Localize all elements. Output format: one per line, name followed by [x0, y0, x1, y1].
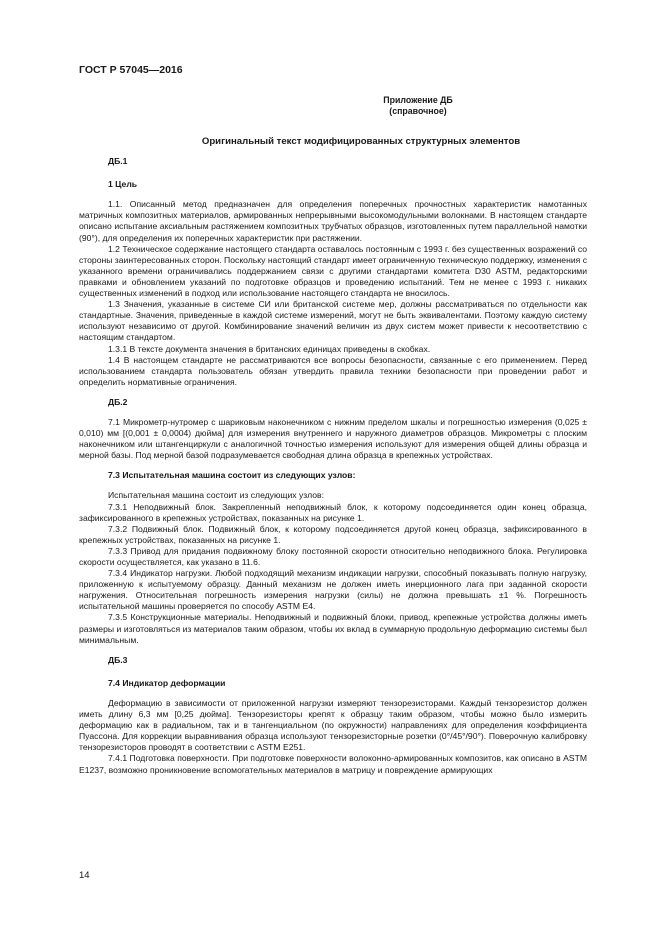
section-db1: ДБ.1 — [108, 156, 128, 167]
appendix-title: Приложение ДБ — [383, 95, 453, 105]
document-code: ГОСТ Р 57045—2016 — [79, 64, 183, 76]
page-number: 14 — [79, 870, 90, 881]
paragraph-7-1: 7.1 Микрометр-нутромер с шариковым наконечником с нижним пределом шкалы и погрешностью измерения (0,025 ± 0,010) мм [(0,001 ± 0,0004) дюйма] для измерения внутреннего и наружного диаметров образцов. Микрометры с плоским наконечником или штангенциркули с аналогичной точностью измерения используют для измерения общей длины образца и мерной базы. Под мерной базой подразумевается свободная длина образца в крепежных устройствах. — [79, 416, 587, 461]
paragraph-7-3-1: 7.3.1 Неподвижный блок. Закрепленный неподвижный блок, к которому подсоединяется один конец образца, зафиксированного в крепежных устройствах, показанных на рисунке 1. — [79, 501, 587, 523]
paragraph-7-4: Деформацию в зависимости от приложенной нагрузки измеряют тензорезисторами. Каждый тензорезистор должен иметь длину 6,3 мм [0,25 дюйма]. Тензорезисторы крепят к образцу таким образом, чтобы можно было измерить деформацию как в радиальном, так и в тангенциальном (по окружности) направлениях для определения коэффициента Пуассона. Для коррекции выравнивания образца используют тензорезисторные розетки (0°/45°/90°). Поверочную калибровку тензорезисторов проводят в соответствии с ASTM E251. — [79, 697, 587, 753]
paragraph-1-4: 1.4 В настоящем стандарте не рассматриваются все вопросы безопасности, связанные с его применением. Перед использованием стандарта пользователь обязан утвердить правила техники безопасности при проведении работ и определить нормативные ограничения. — [79, 354, 587, 387]
section-db3: ДБ.3 — [108, 654, 128, 665]
heading-1-goal: 1 Цель — [108, 179, 138, 190]
paragraph-1-3: 1.3 Значения, указанные в системе СИ или британской системе мер, должны рассматриваться по отдельности как стандартные. Значения, приведенные в каждой системе измерений, могут не быть эквивалентами. Поэтому каждую систему используют независимо от другой. Комбинирование значений величин из двух систем может привести к несоответствию с настоящим стандартом. — [79, 299, 587, 343]
paragraph-7-3-5: 7.3.5 Конструкционные материалы. Неподвижный и подвижный блоки, привод, крепежные устройства должны иметь размеры и изготовляться из материалов таким образом, чтобы их вклад в суммарную продольную деформацию системы был минимальным. — [79, 612, 587, 645]
paragraph-7-3-2: 7.3.2 Подвижный блок. Подвижный блок, к которому подсоединяется другой конец образца, зафиксированного в крепежных устройствах, показанных на рисунке 1. — [79, 523, 587, 545]
paragraph-7-3-3: 7.3.3 Привод для придания подвижному блоку постоянной скорости относительно неподвижного блока. Регулировка скорости осуществляется, как указано в 11.6. — [79, 545, 587, 567]
section-db2: ДБ.2 — [108, 396, 128, 407]
appendix-heading — [79, 95, 587, 117]
paragraph-7-3-4: 7.3.4 Индикатор нагрузки. Любой подходящий механизм индикации нагрузки, способный показывать полную нагрузку, приложенную к испытуемому образцу. Данный механизм не должен иметь инерционного лага при заданной скорости нагружения. Относительная погрешность измерения нагрузки (силы) не должна превышать ±1 %. Погрешность испытательной машины проверяется по способу ASTM E4. — [79, 568, 587, 612]
paragraph-1-3-1: 1.3.1 В тексте документа значения в британских единицах приведены в скобках. — [108, 343, 431, 354]
page-content — [79, 90, 587, 776]
heading-7-4: 7.4 Индикатор деформации — [108, 677, 226, 688]
appendix-subtitle: (справочное) — [389, 106, 447, 116]
document-title: Оригинальный текст модифицированных структурных элементов — [201, 136, 521, 147]
paragraph-7-3-intro: Испытательная машина состоит из следующих узлов: — [108, 490, 324, 501]
paragraph-7-4-1: 7.4.1 Подготовка поверхности. При подготовке поверхности волоконно-армированных композитов, как описано в ASTM E1237, возможно проникновение вспомогательных материалов в матрицу и повреждение армирующих — [79, 753, 587, 775]
paragraph-1-2: 1.2 Техническое содержание настоящего стандарта оставалось постоянным с 1993 г. без существенных возражений со стороны заинтересованных сторон. Поскольку настоящий стандарт имеет ограниченную техническую поддержку, изменения с указанного времени ограничивались поддержанием связи с другими стандартами комитета D30 ASTM, редакторскими правками и обновлением указаний по подготовке образцов и проведению испытаний. Тем не менее с 1993 г. никаких существенных изменений в подход или использование настоящего стандарта не вносилось. — [79, 243, 587, 299]
heading-7-3: 7.3 Испытательная машина состоит из следующих узлов: — [108, 470, 356, 481]
paragraph-1-1: 1.1. Описанный метод предназначен для определения поперечных прочностных характеристик намотанных матричных композитных материалов, армированных непрерывными высокомодульными волокнами. В настоящем стандарте описано испытание аксиальным растяжением композитных трубчатых образцов, изготовленных путем параллельной намотки (90°), для определения их поперечных характеристик при растяжении. — [79, 199, 587, 243]
